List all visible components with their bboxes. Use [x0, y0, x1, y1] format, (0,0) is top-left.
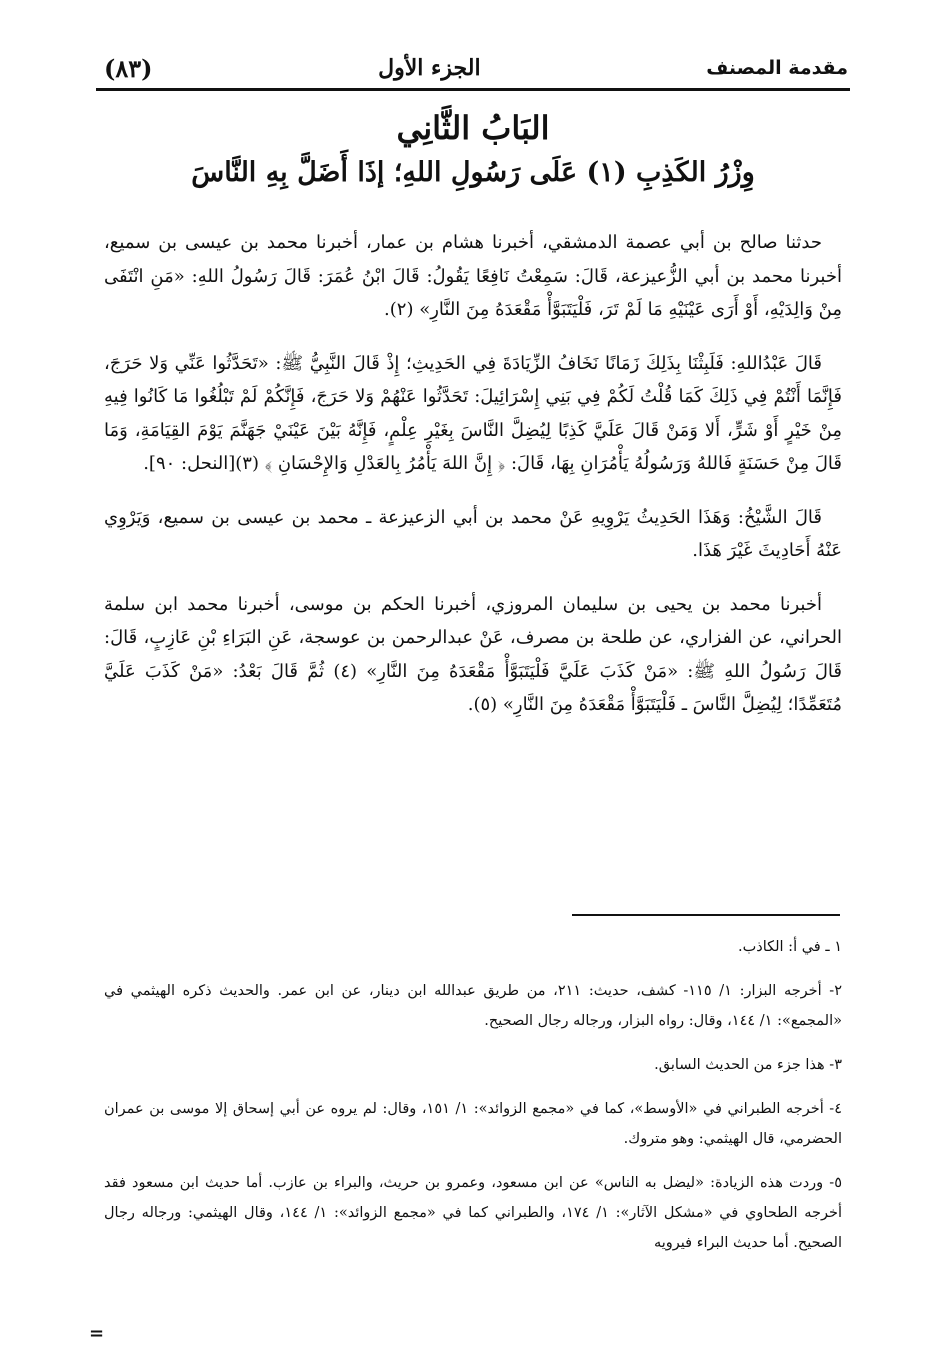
- part-title: الجزء الأول: [378, 55, 481, 81]
- paragraph-3: قَالَ الشَّيْخُ: وَهَذَا الحَدِيثُ يَرْوِيهِ عَنْ محمد بن أبي الزعيزعة ـ محمد بن عيسى بن سميع، وَيَرْوِي عَنْهُ أَحَادِيثَ غَيْرَ هَذَا.: [104, 506, 842, 561]
- section-title: مقدمة المصنف: [706, 57, 848, 79]
- footnote-separator: [572, 914, 840, 916]
- footnote-5: ٥- وردت هذه الزيادة: «ليضل به الناس» عن ابن مسعود، وعمرو بن حريث، والبراء بن عازب. أما حديث ابن مسعود فقد أخرجه الطحاوي في «مشكل الآثار»: ١/ ١٧٤، والطبراني كما في «مجمع الزوائد»: ١/ ١٤٤، وقال الهيثمي: ورجاله رجال الصحيح. أما حديث البراء فيرويه: [104, 1175, 843, 1251]
- main-text: [104, 226, 842, 742]
- continuation-mark: =: [89, 1323, 105, 1344]
- running-head: [96, 48, 850, 91]
- footnote-3: ٣- هذا جزء من الحديث السابق.: [654, 1057, 842, 1073]
- footnote-2: ٢- أخرجه البزار: ١/ ١١٥- كشف، حديث: ٢١١، من طريق عبدالله ابن دينار، عن ابن عمر. والحديث ذكره الهيثمي في «المجمع»: ١/ ١٤٤، وقال: رواه البزار، ورجاله رجال الصحيح.: [104, 983, 842, 1029]
- paragraph-1: حدثنا صالح بن أبي عصمة الدمشقي، أخبرنا هشام بن عمار، أخبرنا محمد بن عيسى بن سميع، أخبرنا محمد بن أبي الزُّعيزعة، قَالَ: سَمِعْتُ نَافِعًا يَقُولُ: قَالَ ابْنُ عُمَرَ: قَالَ رَسُولُ اللهِ: «مَنِ انْتَفَى مِنْ وَالِدَيْهِ، أَوْ أَرَى عَيْنَيْهِ مَا لَمْ تَرَ، فَلْيَتَبَوَّأْ مَقْعَدَهُ مِنَ النَّارِ» (٢).: [104, 232, 842, 320]
- footnote-4: ٤- أخرجه الطبراني في «الأوسط»، كما في «مجمع الزوائد»: ١/ ١٥١، وقال: لم يروه عن أبي إسحاق إلا موسى بن عمران الحضرمي، قال الهيثمي: وهو متروك.: [104, 1101, 842, 1147]
- footnote-1: ١ ـ في أ: الكاذب.: [737, 939, 842, 955]
- paragraph-2: قَالَ عَبْدُاللهِ: فَلَبِثْنَا بِذَلِكَ زَمَانًا نَخَافُ الزِّيَادَةَ فِي الحَدِيثِ؛ إِذْ قَالَ النَّبِيُّ ﷺ: «تَحَدَّثُوا عَنِّي وَلا حَرَجَ، فَإِنَّمَا أَنْتُمْ فِي ذَلِكَ كَمَا قُلْتُ لَكُمْ فِي بَنِي إِسْرَائِيلَ: تَحَدَّثُوا عَنْهُمْ وَلا حَرَجَ، فَإِنَّكُمْ لَمْ تَبْلُغُوا مَا كَانُوا فِيهِ مِنْ خَيْرٍ أَوْ شَرٍّ، أَلا وَمَنْ قَالَ عَلَيَّ كَذِبًا لِيُضِلَّ النَّاسَ بِغَيْرِ عِلْمٍ، فَإِنَّهُ بَيْنَ عَيْنَيْ جَهَنَّمَ يَوْمَ القِيَامَةِ، وَمَا قَالَ مِنْ حَسَنَةٍ فَاللهُ وَرَسُولُهُ يَأْمُرَانِ بِهَا، قَالَ: ﴿ إِنَّ اللهَ يَأْمُرُ بِالعَدْلِ وَالإِحْسَانِ ﴾ (٣)[النحل: ٩٠].: [104, 352, 842, 474]
- page-number: (٨٣): [104, 53, 153, 83]
- paragraph-4: أخبرنا محمد بن يحيى بن سليمان المروزي، أخبرنا الحكم بن موسى، أخبرنا محمد ابن سلمة الحراني، عن الفزاري، عن طلحة بن مصرف، عَنْ عبدالرحمن بن عوسجة، عَنِ البَرَاءِ بْنِ عَازِبٍ، قَالَ: قَالَ رَسُولُ اللهِ ﷺ: «مَنْ كَذَبَ عَلَيَّ فَلْيَتَبَوَّأْ مَقْعَدَهُ مِنَ النَّارِ» (٤) ثُمَّ قَالَ بَعْدُ: «مَنْ كَذَبَ عَلَيَّ مُتَعَمِّدًا؛ لِيُضِلَّ النَّاسَ ـ فَلْيَتَبَوَّأْ مَقْعَدَهُ مِنَ النَّارِ» (٥).: [104, 593, 842, 715]
- chapter-title: البَابُ الثَّانِي: [396, 109, 550, 147]
- chapter-subtitle: وِزْرُ الكَذِبِ (١) عَلَى رَسُولِ اللهِ؛ إذَا أَضَلَّ بِهِ النَّاسَ: [191, 157, 755, 188]
- footnotes: [104, 932, 842, 1272]
